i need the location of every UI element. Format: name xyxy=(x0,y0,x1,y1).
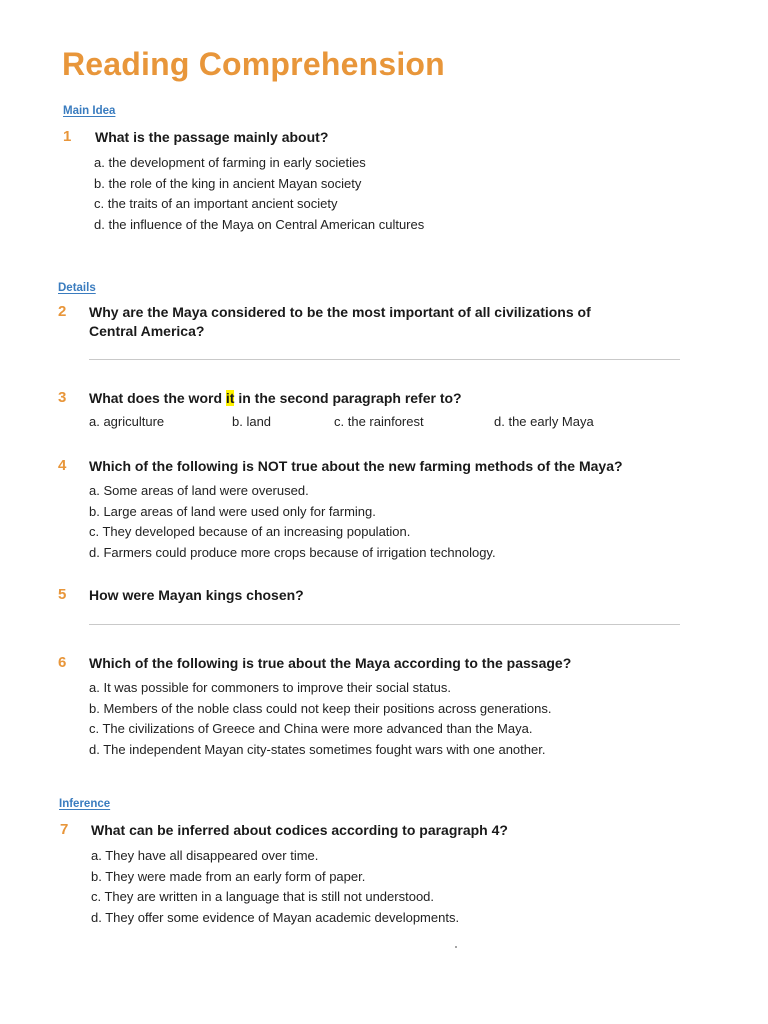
answer-line[interactable] xyxy=(89,624,680,625)
option: a. Some areas of land were overused. xyxy=(89,483,309,498)
option: c. They are written in a language that is still not understood. xyxy=(91,889,435,904)
section-details: Details xyxy=(58,282,96,294)
answer-line[interactable] xyxy=(89,359,680,360)
option: a. agriculture xyxy=(89,414,165,429)
question-5-text: How were Mayan kings chosen? xyxy=(89,587,304,603)
option: b. They were made from an early form of paper. xyxy=(91,868,366,884)
question-6-options xyxy=(89,678,551,760)
question-4-text: Which of the following is NOT true about the new farming methods of the Maya? xyxy=(89,458,623,474)
question-1-options xyxy=(94,153,424,235)
question-7-options xyxy=(91,846,459,928)
question-4-options xyxy=(89,481,496,563)
option: c. The civilizations of Greece and China were more advanced than the Maya. xyxy=(89,721,533,736)
option: d. They offer some evidence of Mayan academic developments. xyxy=(91,909,460,925)
option: d. The independent Mayan city-states sometimes fought wars with one another. xyxy=(89,741,546,757)
question-1-text: What is the passage mainly about? xyxy=(95,129,329,145)
option: b. Large areas of land were used only for farming. xyxy=(89,503,376,519)
section-inference: Inference xyxy=(59,798,111,810)
option: c. the rainforest xyxy=(334,414,424,429)
question-number: 4 xyxy=(58,457,67,474)
option: d. the early Maya xyxy=(494,414,594,429)
section-main-idea: Main Idea xyxy=(63,105,116,117)
option: a. the development of farming in early societies xyxy=(94,155,366,170)
option: b. land xyxy=(232,414,272,429)
option: a. They have all disappeared over time. xyxy=(91,848,319,863)
question-2-text xyxy=(89,303,591,341)
question-3-options xyxy=(0,414,768,434)
question-6-text: Which of the following is true about the Maya according to the passage? xyxy=(89,655,572,671)
question-3-text-after: in the second paragraph refer to? xyxy=(234,390,462,406)
question-number: 7 xyxy=(60,821,69,838)
option: d. Farmers could produce more crops because of irrigation technology. xyxy=(89,544,496,560)
option: b. Members of the noble class could not keep their positions across generations. xyxy=(89,700,552,716)
option: c. the traits of an important ancient society xyxy=(94,196,338,211)
question-2-line-2: Central America? xyxy=(89,323,205,339)
option: a. It was possible for commoners to improve their social status. xyxy=(89,680,451,695)
option: c. They developed because of an increasing population. xyxy=(89,524,411,539)
option: b. the role of the king in ancient Mayan society xyxy=(94,175,362,191)
question-number: 3 xyxy=(58,389,67,406)
question-7-text: What can be inferred about codices according to paragraph 4? xyxy=(91,822,508,838)
question-number: 1 xyxy=(63,128,72,145)
highlighted-word: it xyxy=(225,390,235,406)
question-3-text xyxy=(89,389,462,408)
page-title: Reading Comprehension xyxy=(62,46,445,82)
question-number: 6 xyxy=(58,654,67,671)
option: d. the influence of the Maya on Central American cultures xyxy=(94,216,425,232)
question-number: 5 xyxy=(58,586,67,603)
question-2-line-1: Why are the Maya considered to be the most important of all civilizations of xyxy=(89,304,591,320)
question-number: 2 xyxy=(58,303,67,320)
stray-dot xyxy=(455,946,457,948)
question-3-text-before: What does the word xyxy=(89,390,226,406)
